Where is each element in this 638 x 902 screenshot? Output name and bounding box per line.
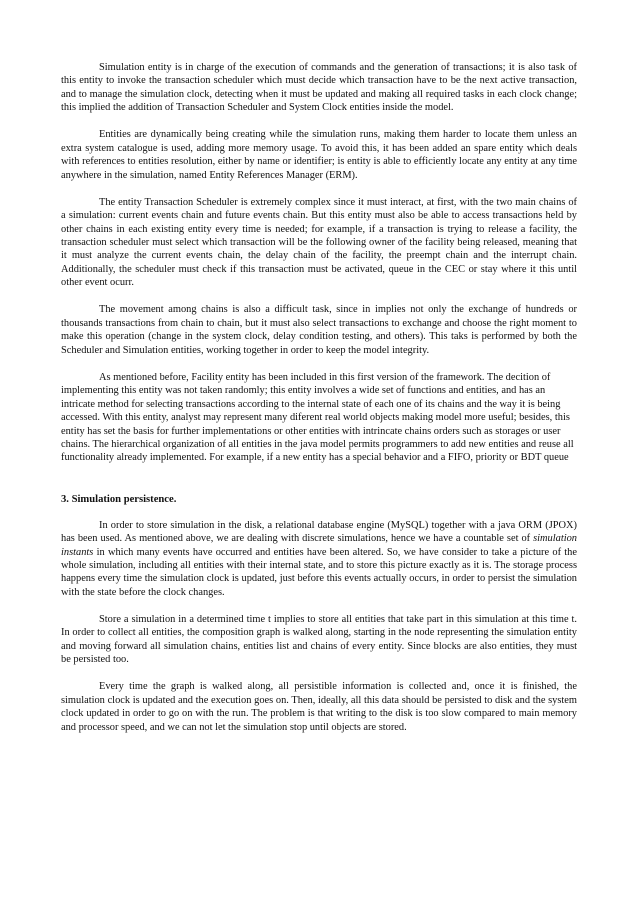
paragraph-graph-walk: Every time the graph is walked along, all persistible information is collected and, once it is finished, the simulation clock is updated and the execution goes on. Then, ideally, all this data should be persisted to disk and the system clock updated in order to go on with the run. The problem is that writing to the disk is too slow compared to main memory and processor speed, and we can not let the simulation stop until objects are stored. — [61, 681, 577, 733]
paragraph-persistence-text-start: In order to store simulation in the disk, a relational database engine (MySQL) together with a java ORM (JPOX) has been used. As mentioned above, we are dealing with discrete simulations, hence we have a countable set of — [61, 519, 577, 545]
paragraph-store-simulation: Store a simulation in a determined time t implies to store all entities that take part in this simulation at this time t. In order to collect all entities, the composition graph is walked along, starting in the node representing the simulation entity and moving forward all simulation chains, entities list and chains of every entity. Since blocks are also entities, they must be persisted too. — [61, 613, 577, 666]
paragraph-facility-entity: As mentioned before, Facility entity has been included in this first version of the framework. The decition of implementing this entity was not taken randomly; this entity involves a wide set of functions and entities, and has an intricate method for selecting transactions according to the internal state of each one of its chains and the way it is being accessed. With this entity, analyst may represent many diferent real world objects making model more useful; besides, this entity has set the basis for further implementations or other entities with intrincate chains orders such as storages or user chains. The hierarchical organization of all entities in the java model permits programmers to add new entities and reuse all functionality already implemented. For example, if a new entity has a special behavior and a FIFO, priority or BDT queue — [61, 371, 574, 464]
paragraph-entity-references-manager: Entities are dynamically being creating while the simulation runs, making them harder to locate them unless an extra system catalogue is used, adding more memory usage. To avoid this, it has been added an spare entity which deals with references to entities resolution, either by name or identifier; is entity is able to efficiently locate any entity at any time anywhere in the simulation, named Entity References Manager (ERM). — [61, 129, 577, 181]
paragraph-persistence-storage — [61, 519, 577, 599]
document-page — [61, 61, 577, 734]
paragraph-persistence-text-end: in which many events have occurred and entities have been altered. So, we have consider to take a picture of the whole simulation, including all entities with their internal state, and to store this picture exactly as it is. The storage process happens every time the simulation clock is updated, just before this events actually occurs, in order to persist the simulation with the state before the clock changes. — [61, 546, 577, 598]
section-heading-simulation-persistence: 3. Simulation persistence. — [61, 493, 177, 505]
paragraph-persistence-emphasis: simulation instants — [61, 533, 577, 558]
paragraph-transaction-scheduler: The entity Transaction Scheduler is extremely complex since it must interact, at first, with the two main chains of a simulation: current events chain and future events chain. But this entity must also be able to access transactions held by other chains in each existing entity every time is needed; for example, if a transaction is trying to release a facility, the transaction scheduler must select which transaction will be the following owner of the facility being released, meaning that it must analyze the current events chain, the delay chain of the facility, the preempt chain and the interrupt chain. Additionally, the scheduler must check if this transaction must be activated, queue in the CEC or stay where it this until other event ocurr. — [61, 196, 577, 289]
paragraph-simulation-entity: Simulation entity is in charge of the execution of commands and the generation of transactions; it is also task of this entity to invoke the transaction scheduler which must decide which transaction have to be the next active transaction, and to manage the simulation clock, detecting when it must be updated and making all required tasks in each clock change; this implied the addition of Transaction Scheduler and System Clock entities inside the model. — [61, 62, 577, 114]
paragraph-chain-movement: The movement among chains is also a difficult task, since in implies not only the exchange of hundreds or thousands transactions from chain to chain, but it must also select transactions to exchange and choose the right moment to make this operation (change in the system clock, delay condition testing, and others). This taks is performed by both the Scheduler and Simulation entities, working together in order to keep the model integrity. — [61, 304, 577, 356]
